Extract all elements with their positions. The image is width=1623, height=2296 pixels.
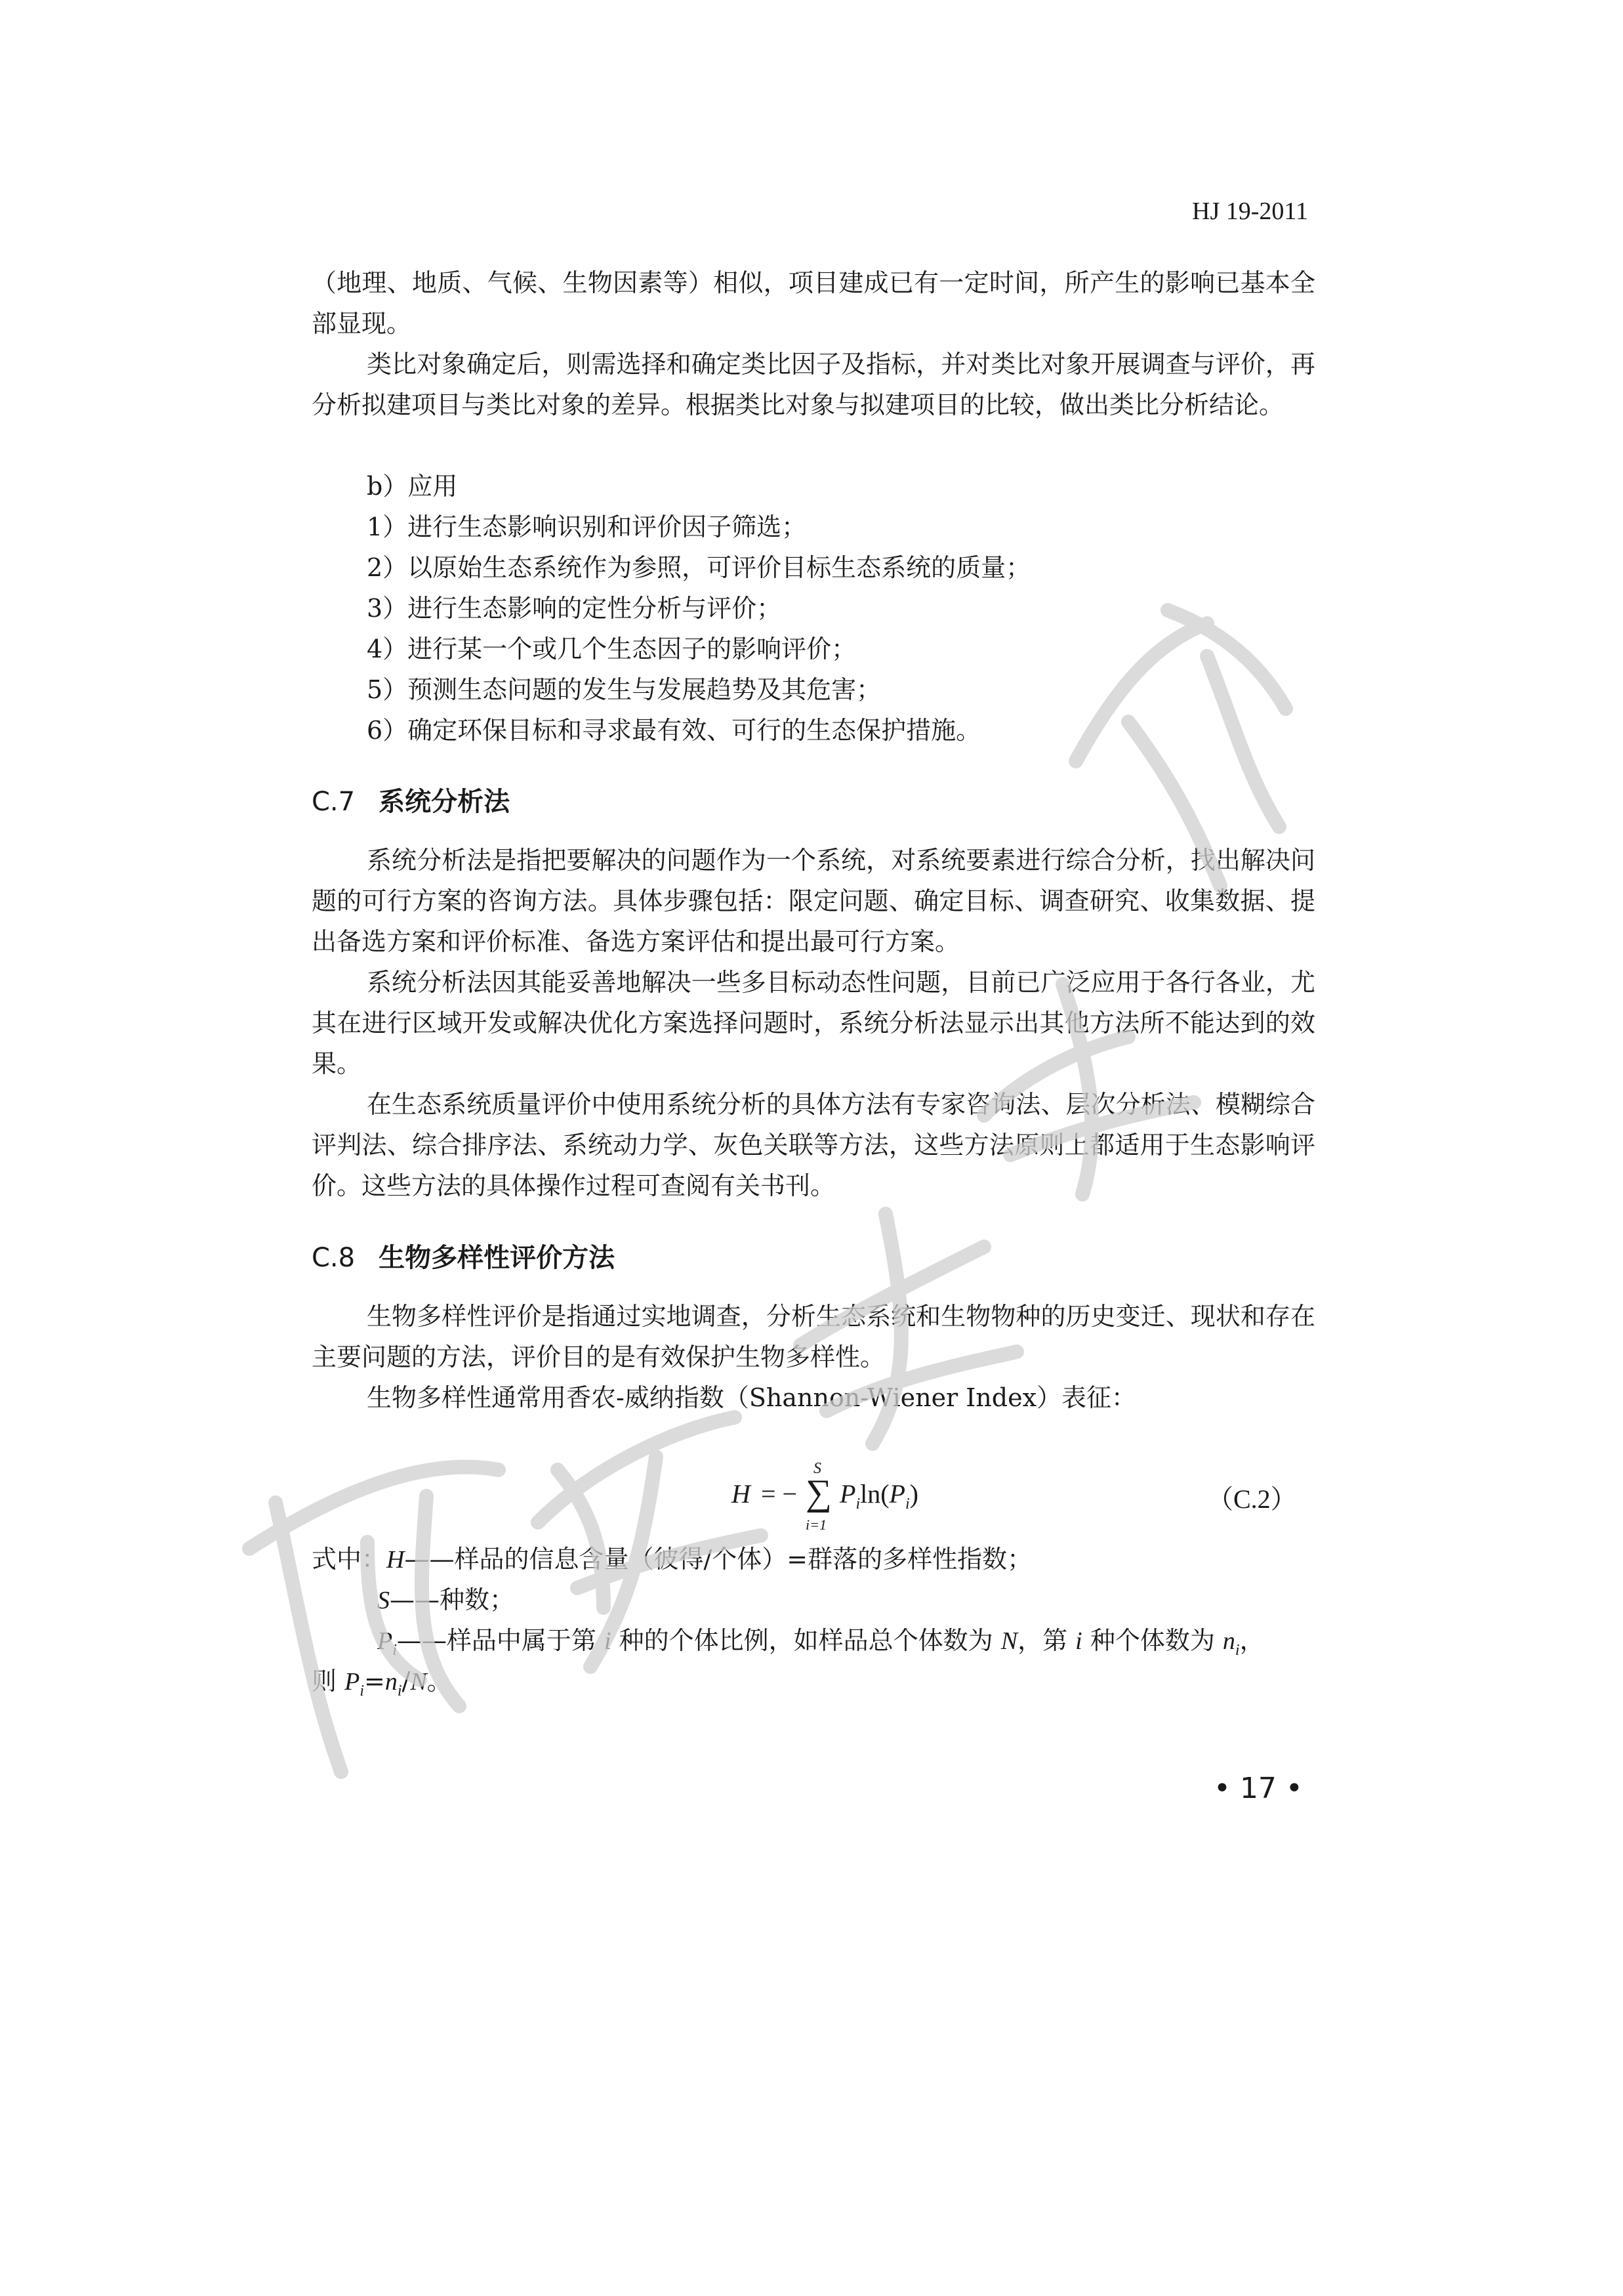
section-title: 生物多样性评价方法 [379, 1243, 615, 1273]
period: 。 [426, 1667, 452, 1696]
list-item: 5）预测生态问题的发生与发展趋势及其危害； [367, 675, 882, 704]
then-text: 则 [312, 1667, 345, 1696]
formula-close: ) [909, 1479, 918, 1509]
list-item: 4）进行某一个或几个生态因子的影响评价； [367, 635, 857, 663]
section-number: C.8 [312, 1243, 356, 1273]
formula-p-sub: i [855, 1495, 861, 1513]
symbol-p: P [377, 1627, 393, 1655]
definition-then [312, 1661, 1315, 1711]
symbol-n-i-sub: i [1235, 1641, 1240, 1659]
paragraph: （地理、地质、气候、生物因素等）相似，项目建成已有一定时间，所产生的影响已基本全部显现。 [312, 268, 1315, 338]
definition-p-text: 种个体数为 [1082, 1626, 1223, 1655]
paragraph: 生物多样性通常用香农-威纳指数（Shannon-Wiener Index）表征： [367, 1383, 1137, 1412]
list-item: 2）以原始生态系统作为参照，可评价目标生态系统的质量； [367, 553, 1031, 582]
definition-lead: 式中： [312, 1545, 387, 1574]
sum-lower-limit: i=1 [806, 1516, 827, 1533]
definition-p-text: 种的个体比例，如样品总个体数为 [611, 1626, 1001, 1655]
page-number: • 17 • [1214, 1772, 1303, 1805]
symbol-n-total: N [410, 1668, 427, 1696]
paragraph: 类比对象确定后，则需选择和确定类比因子及指标，并对类比对象开展调查与评价，再分析拟建项目与类比对象的差异。根据类比对象与拟建项目的比较，做出类比分析结论。 [312, 350, 1315, 419]
formula-p2: P [889, 1479, 905, 1509]
equation-number: （C.2） [1207, 1484, 1297, 1514]
equals-sign: = [363, 1667, 385, 1696]
symbol-n-i: n [1222, 1627, 1235, 1655]
symbol-n-total: N [1000, 1627, 1018, 1655]
paragraph: 系统分析法因其能妥善地解决一些多目标动态性问题，目前已广泛应用于各行各业，尤其在进行区域开发或解决优化方案选择问题时，系统分析法显示出其他方法所不能达到的效果。 [312, 968, 1315, 1078]
section-number: C.7 [312, 787, 356, 817]
list-title: b）应用 [367, 472, 458, 501]
definition-p-text: ——样品中属于第 [396, 1626, 604, 1655]
formula-p2-sub: i [905, 1495, 910, 1513]
formula-lhs: H [731, 1479, 750, 1509]
section-title: 系统分析法 [379, 787, 510, 817]
formula-ln: ln( [860, 1479, 890, 1509]
definition-h-text: ——样品的信息含量（彼得/个体）=群落的多样性指数； [404, 1545, 1033, 1574]
definition-p-text: ， [1239, 1626, 1265, 1655]
symbol-i: i [604, 1627, 611, 1655]
slash: / [401, 1667, 411, 1696]
sum-upper-limit: S [813, 1460, 821, 1477]
shannon-wiener-formula [722, 1460, 1312, 1539]
symbol-n-i-sub: i [397, 1682, 402, 1700]
symbol-h: H [386, 1546, 405, 1574]
section-heading-c8 [312, 1237, 615, 1274]
formula-equals: = − [761, 1479, 798, 1509]
symbol-i: i [1075, 1627, 1082, 1655]
definition-h [312, 1539, 1315, 1580]
symbol-n-i: n [384, 1668, 398, 1696]
list-item: 6）确定环保目标和寻求最有效、可行的生态保护措施。 [367, 716, 981, 745]
list-item: 3）进行生态影响的定性分析与评价； [367, 594, 782, 623]
section-heading-c7 [312, 781, 510, 818]
standard-number: HJ 19-2011 [1192, 198, 1308, 225]
paragraph: 生物多样性评价是指通过实地调查，分析生态系统和生物物种的历史变迁、现状和存在主要问题的方法，评价目的是有效保护生物多样性。 [312, 1302, 1315, 1371]
definition-s-text: ——种数； [390, 1585, 515, 1614]
summation-sign: ∑ [806, 1472, 832, 1513]
symbol-p: P [344, 1668, 360, 1696]
list-item: 1）进行生态影响识别和评价因子筛选； [367, 512, 807, 541]
formula-p: P [840, 1479, 856, 1509]
symbol-p-sub: i [360, 1682, 364, 1700]
paragraph: 系统分析法是指把要解决的问题作为一个系统，对系统要素进行综合分析，找出解决问题的可行方案的咨询方法。具体步骤包括：限定问题、确定目标、调查研究、收集数据、提出备选方案和评价标准、备选方案评估和提出最可行方案。 [312, 846, 1315, 956]
paragraph: 在生态系统质量评价中使用系统分析的具体方法有专家咨询法、层次分析法、模糊综合评判法、综合排序法、系统动力学、灰色关联等方法，这些方法原则上都适用于生态影响评价。这些方法的具体操作过程可查阅有关书刊。 [312, 1090, 1315, 1200]
definition-p-text: ，第 [1017, 1626, 1076, 1655]
symbol-s: S [377, 1587, 390, 1614]
definition-s [377, 1579, 1296, 1621]
symbol-p-sub: i [392, 1641, 397, 1659]
